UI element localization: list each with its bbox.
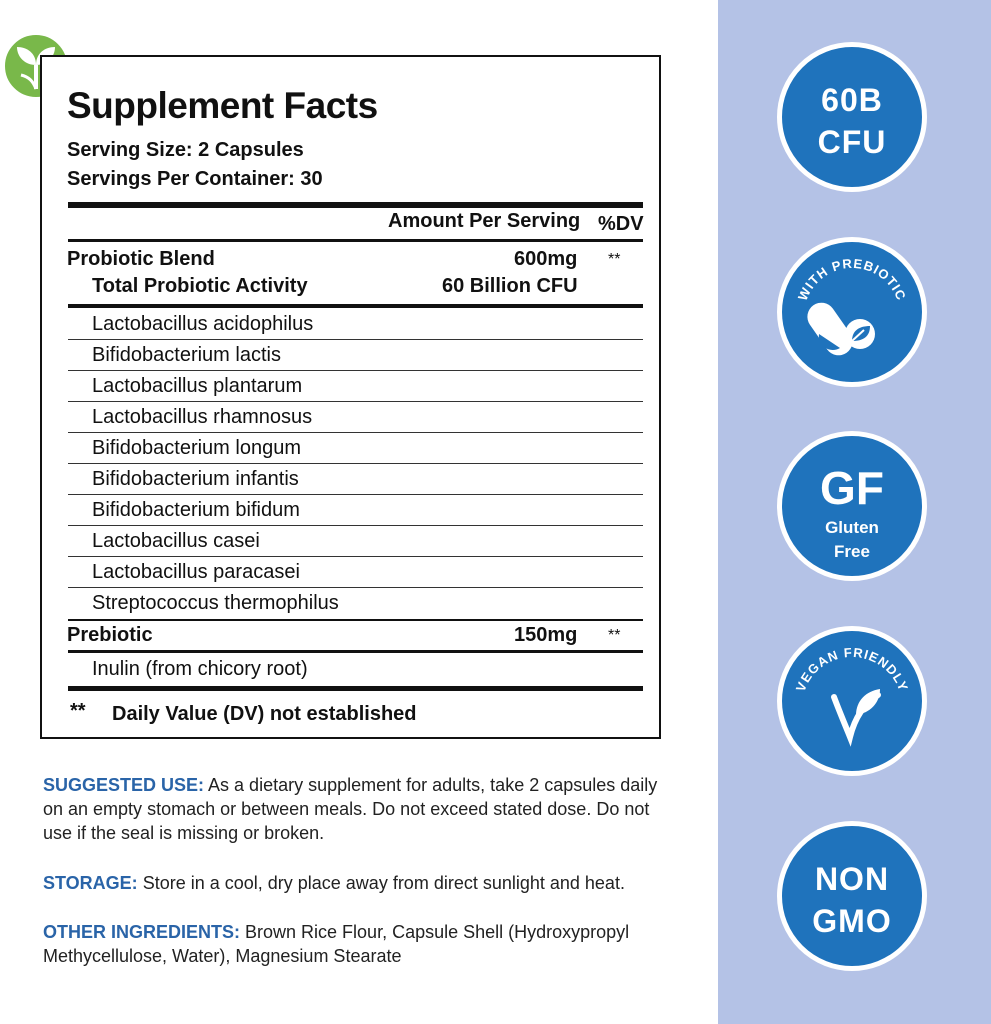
- prebiotic-badge-arc: WITH PREBIOTIC: [794, 255, 910, 303]
- storage: [43, 871, 668, 895]
- strain-row: Lactobacillus acidophilus: [92, 313, 314, 335]
- prebiotic-rule: [68, 650, 643, 653]
- other-ingredients-text: Brown Rice Flour, Capsule Shell (Hydroxypropyl Methycellulose, Water), Magnesium Stearate: [43, 922, 630, 966]
- facts-title: Supplement Facts: [67, 85, 378, 126]
- amount-per-serving-header: Amount Per Serving: [388, 210, 581, 232]
- non-gmo-badge: [777, 821, 927, 971]
- serving-size: Serving Size: 2 Capsules: [67, 139, 304, 161]
- suggested-use: [43, 773, 668, 845]
- gf-badge-line1: Gluten: [825, 518, 879, 537]
- strain-row: Bifidobacterium infantis: [92, 468, 299, 490]
- strain-row: Lactobacillus rhamnosus: [92, 406, 313, 428]
- storage-text: Store in a cool, dry place away from direct sunlight and heat.: [137, 873, 625, 893]
- footnote-text: Daily Value (DV) not established: [112, 703, 417, 725]
- prebiotic-amount: 150mg: [514, 624, 578, 646]
- other-ingredients: [43, 920, 643, 968]
- gluten-free-badge: [777, 431, 927, 581]
- strain-row: Bifidobacterium bifidum: [92, 499, 300, 521]
- prebiotic-badge: [777, 237, 927, 387]
- gf-badge-line2: Free: [834, 542, 870, 561]
- storage-label: STORAGE:: [43, 873, 138, 893]
- suggested-use-label: SUGGESTED USE:: [43, 775, 205, 795]
- probiotic-blend-name: Probiotic Blend: [67, 248, 215, 270]
- prebiotic-name: Prebiotic: [67, 624, 153, 646]
- svg-text:VEGAN FRIENDLY: [793, 645, 911, 694]
- strain-row: Lactobacillus casei: [92, 530, 260, 552]
- strain-row: Bifidobacterium lactis: [92, 344, 281, 366]
- non-gmo-line2: GMO: [812, 903, 892, 939]
- badge-sidebar: [718, 0, 991, 1024]
- strain-row: Lactobacillus paracasei: [92, 561, 300, 583]
- cfu-badge-line1: 60B: [821, 82, 883, 118]
- probiotic-blend-amount: 600mg: [514, 248, 578, 270]
- strain-row: Streptococcus thermophilus: [92, 592, 339, 614]
- cfu-badge-line2: CFU: [817, 124, 887, 160]
- dv-header: %DV: [598, 213, 644, 235]
- gf-badge-label: GF: [820, 462, 884, 514]
- total-probiotic-activity-name: Total Probiotic Activity: [92, 275, 308, 297]
- total-probiotic-activity-amount: 60 Billion CFU: [442, 275, 578, 297]
- supplement-facts-panel: [40, 55, 661, 739]
- blend-rule: [68, 304, 643, 308]
- strain-row: Bifidobacterium longum: [92, 437, 301, 459]
- svg-text:WITH PREBIOTIC: [795, 256, 909, 303]
- footnote-mark: **: [70, 700, 86, 722]
- cfu-badge: [777, 42, 927, 192]
- vegan-leaf-icon: [834, 689, 880, 737]
- strain-row: Lactobacillus plantarum: [92, 375, 303, 397]
- non-gmo-line1: NON: [814, 861, 890, 897]
- vegan-badge: [777, 626, 927, 776]
- thick-rule: [68, 202, 643, 208]
- other-ingredients-label: OTHER INGREDIENTS:: [43, 922, 241, 942]
- probiotic-blend-dv: **: [608, 251, 621, 268]
- suggested-use-text: As a dietary supplement for adults, take 2 capsules daily on an empty stomach or between meals. Do not exceed stated dose. Do not use if the seal is missing or broken.: [43, 775, 658, 843]
- bottom-rule: [68, 686, 643, 691]
- servings-per-container: Servings Per Container: 30: [67, 168, 323, 190]
- vegan-badge-arc: VEGAN FRIENDLY: [792, 644, 912, 694]
- header-rule: [68, 239, 643, 242]
- inulin-row: Inulin (from chicory root): [92, 658, 308, 680]
- capsule-leaf-icon: [802, 297, 875, 361]
- prebiotic-dv: **: [608, 627, 621, 644]
